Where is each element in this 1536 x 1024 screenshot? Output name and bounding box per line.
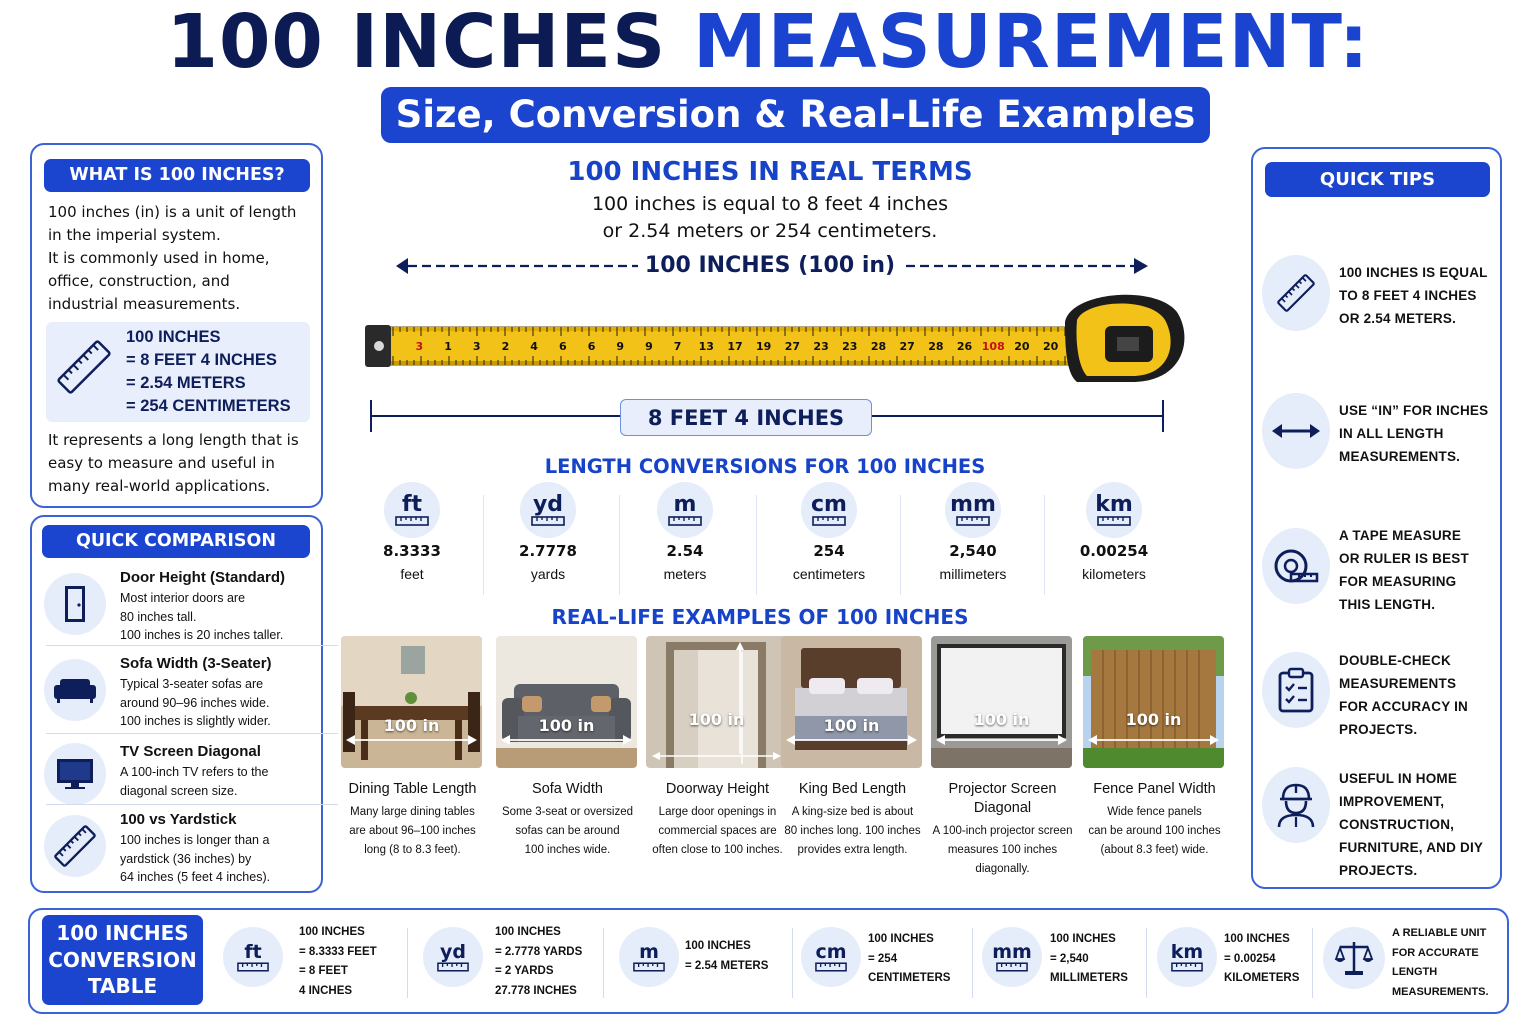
table-cell-line: 100 INCHES: [1224, 933, 1290, 945]
example-measure-tag: 100 in: [1125, 710, 1182, 729]
outro-line: easy to measure and useful in: [48, 454, 275, 472]
example-desc-line: commercial spaces are: [658, 825, 777, 837]
table-cell-line: 100 INCHES: [685, 940, 751, 952]
tape-number: 20: [1014, 340, 1030, 353]
example-desc: [646, 803, 789, 860]
table-cell-line: 4 INCHES: [299, 984, 353, 997]
double-arrow-icon: [1262, 393, 1330, 469]
example-title-line: Doorway Height: [665, 781, 770, 797]
example-photo: [646, 636, 787, 768]
example-title: [341, 780, 484, 799]
table-cell-line: KILOMETERS: [1224, 972, 1300, 984]
divider: [1312, 928, 1313, 998]
example-desc: [1083, 803, 1226, 860]
tip-line: FOR ACCURACY IN: [1339, 699, 1469, 714]
unit-symbol: yd: [532, 492, 564, 517]
tip-line: OR 2.54 METERS.: [1339, 311, 1457, 326]
example-measure-tag: 100 in: [823, 716, 880, 735]
example-title: [496, 780, 639, 799]
tape-number: 27: [784, 340, 801, 353]
footer-line: MEASUREMENTS.: [1392, 985, 1489, 998]
tape-number: 6: [558, 340, 567, 353]
unit-ruler-icon: [520, 482, 576, 538]
tip-line: USEFUL IN HOME: [1339, 771, 1458, 786]
example-desc-line: sofas can be around: [515, 825, 620, 837]
scale-icon: [1323, 927, 1385, 989]
tip-text: [1339, 399, 1501, 468]
tip-line: 100 INCHES IS EQUAL: [1339, 265, 1488, 280]
example-photo: [931, 636, 1072, 768]
tip-text: [1339, 524, 1501, 616]
comparison-desc: around 90–96 inches wide.: [120, 695, 270, 710]
what-is-outro: [48, 429, 318, 498]
comparison-desc: 64 inches (5 feet 4 inches).: [120, 870, 271, 884]
table-heading-line: TABLE: [87, 974, 158, 998]
example-desc-line: Some 3-seat or oversized: [501, 806, 634, 818]
footer-line: A RELIABLE UNIT: [1392, 927, 1487, 939]
comparison-desc: A 100-inch TV refers to the: [120, 765, 269, 779]
table-cell-line: CENTIMETERS: [868, 972, 951, 984]
comparison-heading: QUICK COMPARISON: [42, 525, 310, 558]
divider: [603, 928, 604, 998]
title-part-2: MEASUREMENT:: [693, 0, 1370, 85]
conversion-unit-name: yards: [530, 566, 566, 582]
table-cell: [1224, 930, 1334, 989]
table-cell: [1050, 930, 1160, 989]
tip-text: [1339, 649, 1501, 741]
table-unit-icon: [1157, 927, 1217, 987]
example-desc-line: 100 inches wide.: [524, 844, 611, 856]
intro-line: 100 inches (in) is a unit of length: [48, 203, 297, 221]
example-title: [781, 780, 924, 799]
unit-symbol: km: [1095, 492, 1133, 517]
table-unit-icon: [801, 927, 861, 987]
table-unit-icon: [982, 927, 1042, 987]
what-is-panel: [30, 143, 323, 508]
equality-line: 100 INCHES: [126, 328, 221, 346]
example-photo: [1083, 636, 1224, 768]
comparison-desc: 80 inches tall.: [120, 609, 197, 624]
divider: [46, 804, 338, 805]
tape-number: 4: [530, 340, 538, 353]
comparison-title: Sofa Width (3-Seater): [120, 655, 272, 672]
table-heading: [42, 915, 203, 1005]
conversion-item: [759, 482, 899, 582]
tape-numbers: [405, 340, 1065, 358]
tape-number: 7: [673, 340, 682, 353]
table-cell-line: = 2 YARDS: [495, 965, 554, 977]
unit-ruler-icon: [657, 482, 713, 538]
equality-line: = 8 FEET 4 INCHES: [126, 351, 277, 369]
arrow-label: 100 INCHES (100 in): [644, 253, 896, 278]
table-unit-icon: [223, 927, 283, 987]
example-desc-line: provides extra length.: [797, 844, 908, 856]
tip-line: A TAPE MEASURE: [1339, 528, 1462, 543]
unit-ruler-icon: [1086, 482, 1142, 538]
conversion-unit-name: kilometers: [1082, 566, 1146, 582]
tip-line: PROJECTS.: [1339, 722, 1418, 737]
tip-line: FOR MEASURING: [1339, 574, 1457, 589]
table-heading-line: CONVERSION: [48, 947, 197, 972]
example-desc-line: A king-size bed is about: [791, 806, 914, 818]
conversions-heading: LENGTH CONVERSIONS FOR 100 INCHES: [544, 455, 986, 478]
tape-number: 27: [899, 340, 915, 353]
table-unit-symbol: ft: [244, 941, 262, 963]
table-cell-line: MILLIMETERS: [1050, 972, 1128, 984]
tape-number: 3: [472, 340, 481, 353]
worker-icon: [1262, 767, 1330, 843]
outro-line: It represents a long length that is: [48, 431, 299, 449]
ruler-icon: [44, 815, 106, 877]
conversion-value: 2.54: [666, 542, 704, 560]
comparison-title: Door Height (Standard): [120, 569, 285, 586]
real-terms-line-1: 100 inches is equal to 8 feet 4 inches: [591, 193, 949, 215]
divider: [972, 928, 973, 998]
divider: [46, 733, 338, 734]
unit-symbol: ft: [401, 492, 423, 517]
table-unit-symbol: yd: [440, 941, 466, 963]
example-photo: [341, 636, 482, 768]
tv-icon: [44, 743, 106, 805]
example-desc: [781, 803, 924, 860]
example-title-line: Fence Panel Width: [1093, 781, 1216, 797]
comparison-desc: 100 inches is slightly wider.: [120, 714, 271, 728]
tape-number: 13: [698, 340, 714, 353]
table-footer: [1392, 924, 1502, 1002]
page-subtitle: Size, Conversion & Real-Life Examples: [381, 87, 1210, 143]
tape-number: 26: [956, 340, 973, 353]
table-cell-line: = 2.7778 YARDS: [495, 945, 583, 958]
conversion-item: [478, 482, 618, 582]
conversion-item: [903, 482, 1043, 582]
table-cell: [299, 923, 409, 1001]
examples-heading: REAL-LIFE EXAMPLES OF 100 INCHES: [551, 605, 969, 629]
example-title: [931, 780, 1074, 818]
sofa-icon: [44, 659, 106, 721]
conversion-item: [342, 482, 482, 582]
table-cell-line: 100 INCHES: [495, 926, 561, 938]
unit-ruler-icon: [801, 482, 857, 538]
conversion-value: 2,540: [949, 542, 997, 560]
tape-measure-icon: [1262, 528, 1330, 604]
tape-number: 2: [501, 340, 510, 353]
tip-line: IMPROVEMENT,: [1339, 794, 1445, 809]
divider: [46, 645, 338, 646]
table-cell-line: = 8.3333 FEET: [299, 945, 377, 958]
footer-line: LENGTH: [1392, 966, 1438, 978]
example-item: [496, 636, 639, 860]
unit-symbol: mm: [950, 492, 996, 517]
example-title: [646, 780, 789, 799]
tape-number: 28: [928, 340, 944, 353]
intro-line: It is commonly used in home,: [48, 249, 270, 267]
conversion-unit-name: meters: [663, 566, 707, 582]
clipboard-icon: [1262, 652, 1330, 728]
divider: [900, 495, 901, 595]
example-item: [1083, 636, 1226, 860]
table-heading-line: 100 INCHES: [56, 921, 189, 945]
intro-line: industrial measurements.: [48, 295, 241, 313]
tip-text: [1339, 767, 1501, 882]
footer-line: FOR ACCURATE: [1392, 946, 1479, 959]
what-is-intro: [48, 201, 318, 316]
intro-line: office, construction, and: [48, 272, 230, 290]
comparison-desc: 100 inches is longer than a: [120, 833, 270, 847]
example-measure-tag: 100 in: [688, 710, 745, 729]
table-unit-icon: [619, 927, 679, 987]
tip-text: [1339, 261, 1501, 330]
conversion-unit-name: feet: [400, 566, 424, 582]
example-desc-line: Many large dining tables: [350, 806, 475, 818]
ruler-icon: [54, 336, 114, 402]
table-cell: [495, 923, 605, 1001]
tape-number: 28: [870, 340, 887, 353]
equality-line: = 2.54 METERS: [126, 374, 246, 392]
tape-number: 20: [1042, 340, 1059, 353]
example-item: [341, 636, 484, 860]
example-desc-line: measures 100 inches: [947, 844, 1058, 856]
example-measure-tag: 100 in: [383, 716, 440, 735]
tape-number: 17: [727, 340, 743, 353]
unit-symbol: m: [673, 492, 697, 517]
comparison-desc: Most interior doors are: [120, 591, 246, 605]
tip-line: OR RULER IS BEST: [1339, 551, 1469, 566]
example-desc-line: can be around 100 inches: [1088, 825, 1221, 837]
table-cell: [685, 937, 795, 976]
conversion-value: 254: [813, 542, 845, 560]
tip-line: TO 8 FEET 4 INCHES: [1339, 288, 1477, 303]
example-item: [931, 636, 1074, 879]
example-title-line: King Bed Length: [798, 781, 907, 797]
equality-box: [46, 322, 310, 422]
tip-line: MEASUREMENTS.: [1339, 449, 1461, 464]
outro-line: many real-world applications.: [48, 477, 271, 495]
example-item: [646, 636, 789, 860]
tip-line: DOUBLE-CHECK: [1339, 653, 1451, 668]
example-desc-line: are about 96–100 inches: [349, 825, 476, 837]
example-photo: [496, 636, 637, 768]
example-title: [1083, 780, 1226, 799]
comparison-desc: 100 inches is 20 inches taller.: [120, 628, 284, 642]
conversion-item: [615, 482, 755, 582]
example-photo: [781, 636, 922, 768]
comparison-desc: Typical 3-seater sofas are: [120, 677, 264, 691]
table-cell-line: = 2.54 METERS: [685, 959, 769, 972]
table-unit-symbol: mm: [992, 941, 1032, 963]
table-cell-line: 100 INCHES: [1050, 933, 1116, 945]
tape-number: 23: [813, 340, 829, 353]
table-cell-line: 27.778 INCHES: [495, 984, 577, 997]
real-terms-heading: 100 INCHES IN REAL TERMS: [567, 157, 973, 187]
table-cell-line: 100 INCHES: [299, 926, 365, 938]
example-title-line: Diagonal: [973, 800, 1032, 816]
tip-line: PROJECTS.: [1339, 863, 1418, 878]
example-desc-line: diagonally.: [975, 863, 1030, 875]
example-item: [781, 636, 924, 860]
table-cell-line: = 8 FEET: [299, 965, 348, 977]
example-measure-tag: 100 in: [538, 716, 595, 735]
example-measure-tag: 100 in: [973, 710, 1030, 729]
real-terms-line-2: or 2.54 meters or 254 centimeters.: [602, 220, 938, 242]
conversion-unit-name: centimeters: [792, 566, 866, 582]
tips-heading: QUICK TIPS: [1265, 162, 1490, 197]
tape-number: 9: [616, 340, 625, 353]
table-cell-line: = 0.00254: [1224, 952, 1276, 965]
equality-line: = 254 CENTIMETERS: [126, 397, 291, 415]
conversion-value: 8.3333: [383, 542, 441, 560]
table-cell-line: 100 INCHES: [868, 933, 934, 945]
divider: [756, 495, 757, 595]
title-part-1: 100 INCHES: [166, 0, 667, 85]
intro-line: in the imperial system.: [48, 226, 221, 244]
tip-line: THIS LENGTH.: [1339, 597, 1436, 612]
tape-number: 9: [645, 340, 653, 353]
comparison-title: 100 vs Yardstick: [120, 811, 237, 828]
tip-line: IN ALL LENGTH: [1339, 426, 1444, 441]
tip-line: CONSTRUCTION,: [1339, 817, 1455, 832]
tape-number: 19: [756, 340, 772, 353]
unit-symbol: cm: [811, 492, 847, 517]
example-desc-line: A 100-inch projector screen: [932, 825, 1073, 837]
tape-number: 6: [587, 340, 596, 353]
example-title-line: Projector Screen: [948, 781, 1057, 797]
ruler-icon: [1262, 255, 1330, 331]
conversion-value: 2.7778: [519, 542, 577, 560]
conversion-value: 0.00254: [1079, 542, 1149, 560]
example-desc-line: Large door openings in: [658, 806, 777, 818]
example-desc-line: long (8 to 8.3 feet).: [364, 844, 461, 856]
example-desc: [931, 822, 1074, 879]
table-unit-icon: [423, 927, 483, 987]
tips-panel: [1251, 147, 1502, 889]
table-unit-symbol: cm: [815, 941, 847, 963]
what-is-heading: WHAT IS 100 INCHES?: [44, 159, 310, 192]
comparison-panel: [30, 515, 323, 893]
example-desc-line: (about 8.3 feet) wide.: [1100, 844, 1209, 856]
example-desc: [341, 803, 484, 860]
comparison-title: TV Screen Diagonal: [120, 743, 261, 760]
divider: [792, 928, 793, 998]
table-cell: [868, 930, 978, 989]
feet-label: 8 FEET 4 INCHES: [620, 399, 872, 436]
table-cell-line: = 2,540: [1050, 952, 1089, 965]
door-icon: [44, 573, 106, 635]
conversion-item: [1044, 482, 1184, 582]
tape-measure-image: [365, 282, 1190, 387]
table-unit-symbol: m: [639, 941, 659, 963]
example-desc-line: 80 inches long. 100 inches: [784, 825, 921, 837]
divider: [1146, 928, 1147, 998]
table-cell-line: = 254: [868, 952, 898, 965]
unit-ruler-icon: [384, 482, 440, 538]
tape-number: 108: [981, 340, 1005, 353]
conversion-unit-name: millimeters: [939, 566, 1007, 582]
comparison-desc: yardstick (36 inches) by: [120, 851, 252, 866]
tape-number: 3: [415, 340, 424, 353]
tip-line: USE “IN” FOR INCHES: [1339, 403, 1489, 418]
example-desc: [496, 803, 639, 860]
tip-line: FURNITURE, AND DIY: [1339, 840, 1484, 855]
example-desc-line: often close to 100 inches.: [652, 844, 783, 856]
example-desc-line: Wide fence panels: [1107, 806, 1202, 818]
tape-number: 1: [444, 340, 452, 353]
comparison-desc: diagonal screen size.: [120, 783, 238, 798]
divider: [407, 928, 408, 998]
tape-number: 23: [842, 340, 858, 353]
table-unit-symbol: km: [1170, 941, 1204, 963]
tip-line: MEASUREMENTS: [1339, 676, 1457, 691]
example-title-line: Dining Table Length: [348, 781, 477, 797]
page-title: [0, 0, 1536, 85]
unit-ruler-icon: [945, 482, 1001, 538]
example-title-line: Sofa Width: [532, 781, 603, 797]
